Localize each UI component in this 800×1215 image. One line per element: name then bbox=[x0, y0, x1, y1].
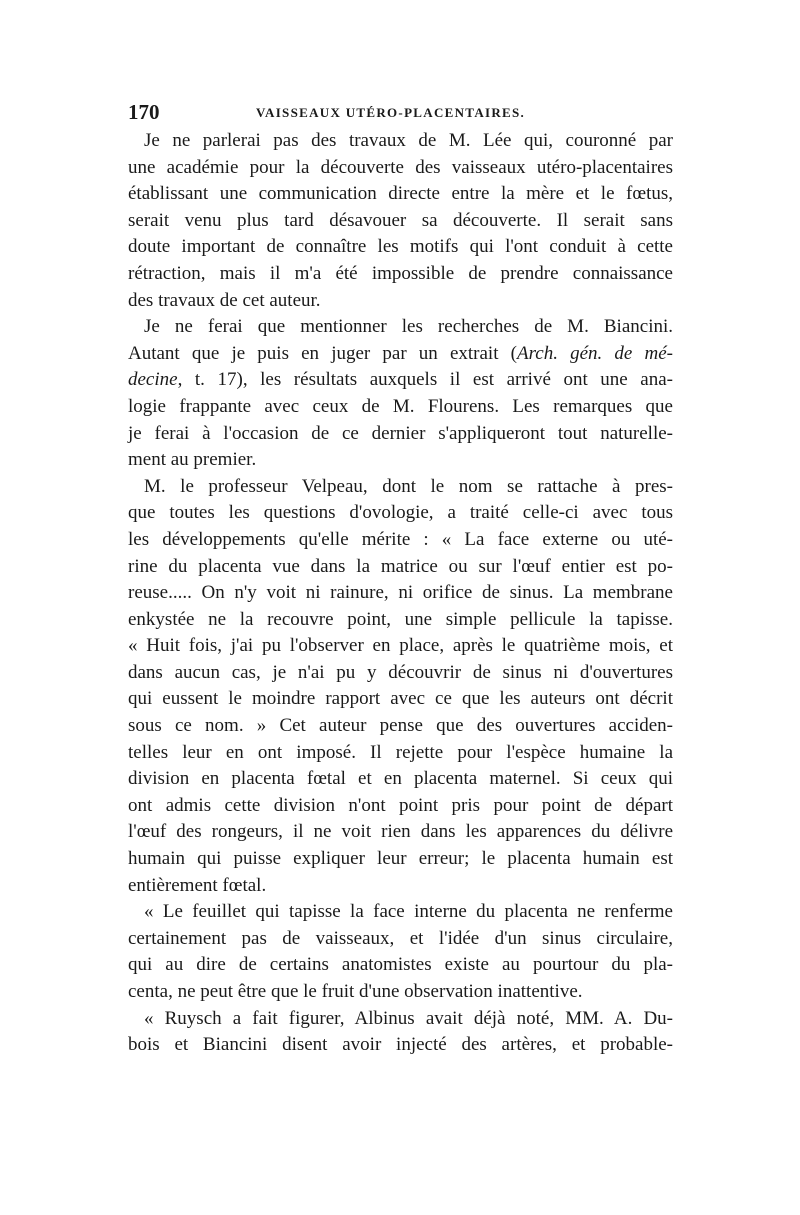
text-line: humain qui puisse expliquer leur erreur; le placenta humain est bbox=[128, 848, 673, 870]
text-line: rine du placenta vue dans la matrice ou sur l'œuf entier est po- bbox=[128, 555, 673, 577]
text-line: telles leur en ont imposé. Il rejette pour l'espèce humaine la bbox=[128, 741, 673, 763]
text-line: bois et Biancini disent avoir injecté des artères, et probable- bbox=[128, 1034, 673, 1056]
citation-italic: decine bbox=[128, 369, 178, 391]
text-line: serait venu plus tard désavouer sa découverte. Il serait sans bbox=[128, 209, 673, 231]
text-line: établissant une communication directe entre la mère et le fœtus, bbox=[128, 183, 673, 205]
text-line: certainement pas de vaisseaux, et l'idée d'un sinus circulaire, bbox=[128, 927, 673, 949]
text-line: dans aucun cas, je n'ai pu y découvrir de sinus ni d'ouvertures bbox=[128, 661, 673, 683]
text-line: division en placenta fœtal et en placenta maternel. Si ceux qui bbox=[128, 768, 673, 790]
text-line: M. le professeur Velpeau, dont le nom se rattache à pres- bbox=[144, 475, 673, 497]
text-line: decine, t. 17), les résultats auxquels il est arrivé ont une ana- bbox=[128, 369, 673, 391]
text-line: sous ce nom. » Cet auteur pense que des ouvertures acciden- bbox=[128, 715, 673, 737]
text-line: rétraction, mais il m'a été impossible de prendre connaissance bbox=[128, 262, 673, 284]
page-header bbox=[128, 100, 673, 124]
body-text bbox=[128, 128, 673, 1059]
text-line: qui eussent le moindre rapport avec ce que les auteurs ont décrit bbox=[128, 688, 673, 710]
citation-italic: Arch. gén. de mé- bbox=[516, 342, 673, 364]
running-title: VAISSEAUX UTÉRO-PLACENTAIRES. bbox=[256, 105, 526, 120]
text-line: « Huit fois, j'ai pu l'observer en place, après le quatrième mois, et bbox=[128, 635, 673, 657]
text-line: ment au premier. bbox=[128, 449, 257, 471]
text-line: l'œuf des rongeurs, il ne voit rien dans les apparences du délivre bbox=[128, 821, 673, 843]
text-fragment: Autant que je puis en juger par un extrait ( bbox=[128, 342, 517, 364]
text-line: une académie pour la découverte des vaisseaux utéro-placentaires bbox=[128, 156, 673, 178]
text-line: doute important de connaître les motifs qui l'ont conduit à cette bbox=[128, 236, 673, 258]
text-line: « Ruysch a fait figurer, Albinus avait déjà noté, MM. A. Du- bbox=[144, 1007, 673, 1029]
page-number: 170 bbox=[128, 100, 160, 124]
text-line: « Le feuillet qui tapisse la face interne du placenta ne renferme bbox=[144, 901, 673, 923]
text-line: reuse..... On n'y voit ni rainure, ni orifice de sinus. La membrane bbox=[128, 582, 673, 604]
text-line: je ferai à l'occasion de ce dernier s'appliqueront tout naturelle- bbox=[128, 422, 673, 444]
text-line: logie frappante avec ceux de M. Flourens. Les remarques que bbox=[128, 395, 673, 417]
text-line: Je ne ferai que mentionner les recherches de M. Biancini. bbox=[144, 316, 673, 338]
text-line: Je ne parlerai pas des travaux de M. Lée qui, couronné par bbox=[144, 130, 673, 151]
text-line: enkystée ne la recouvre point, une simple pellicule la tapisse. bbox=[128, 608, 673, 630]
text-line: les développements qu'elle mérite : « La face externe ou uté- bbox=[128, 528, 673, 550]
text-line: ont admis cette division n'ont point pris pour point de départ bbox=[128, 794, 673, 816]
text-line: centa, ne peut être que le fruit d'une observation inattentive. bbox=[128, 981, 583, 1002]
text-line: qui au dire de certains anatomistes existe au pourtour du pla- bbox=[128, 954, 673, 976]
text-line-with-citation bbox=[128, 341, 673, 368]
text-line: des travaux de cet auteur. bbox=[128, 289, 321, 311]
text-line: entièrement fœtal. bbox=[128, 874, 267, 896]
text-line: que toutes les questions d'ovologie, a traité celle-ci avec tous bbox=[128, 502, 673, 524]
